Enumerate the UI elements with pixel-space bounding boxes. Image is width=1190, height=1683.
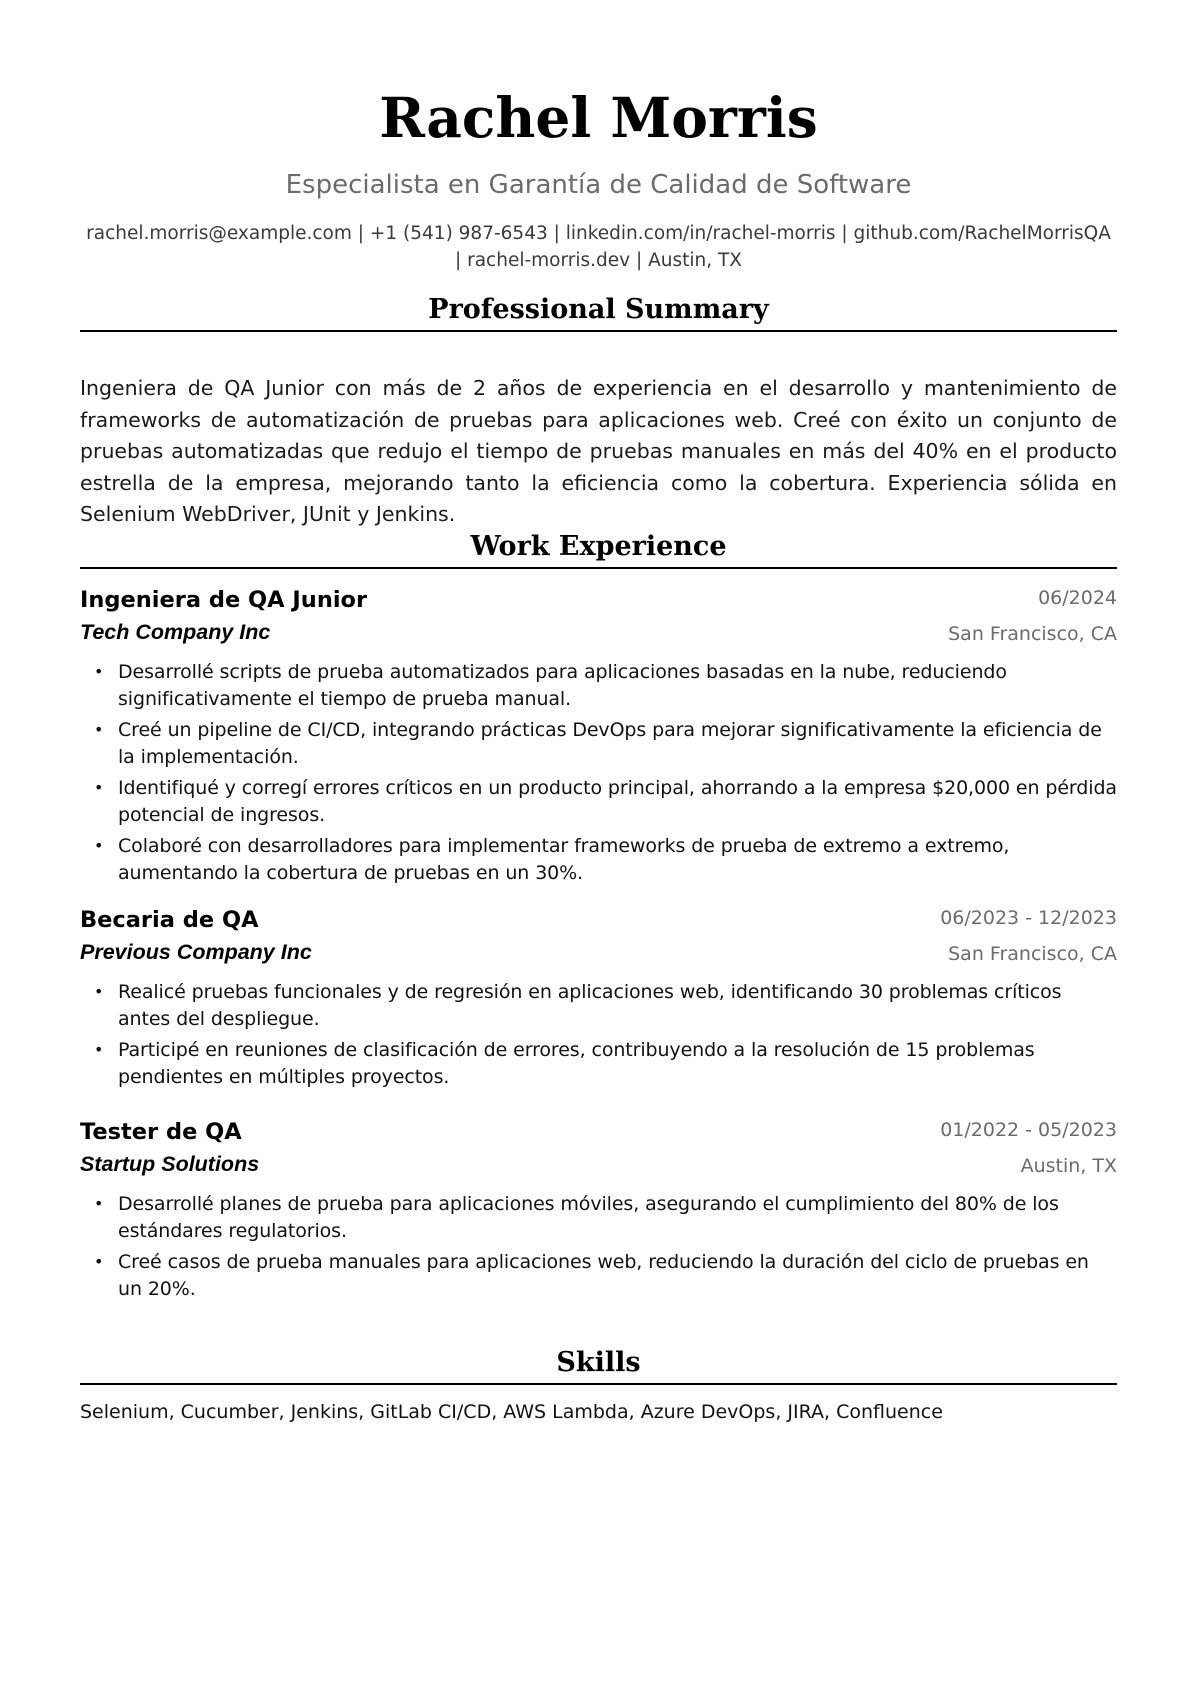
contact-line-2: | rachel-morris.dev | Austin, TX xyxy=(455,250,742,271)
job-company: Startup Solutions xyxy=(80,1152,260,1176)
contact-info xyxy=(80,220,1117,274)
section-title-skills: Skills xyxy=(556,1347,641,1378)
job-bullets xyxy=(80,979,1117,1090)
job-location: San Francisco, CA xyxy=(948,623,1117,645)
job-company: Tech Company Inc xyxy=(80,620,271,644)
job-title: Tester de QA xyxy=(80,1119,242,1145)
job-bullets xyxy=(80,659,1117,886)
summary-text: Ingeniera de QA Junior con más de 2 años de experiencia en el desarrollo y mantenimiento de frameworks de automatización de pruebas para aplicaciones web. Creé con éxito un conjunto de pruebas automatizadas que redujo el tiempo de pruebas manuales en más del 40% en el producto estrella de la empresa, mejorando tanto la eficiencia como la cobertura. Experiencia sólida en Selenium WebDriver, JUnit y Jenkins. xyxy=(80,376,1117,526)
bullet-item: • Realicé pruebas funcionales y de regresión en aplicaciones web, identificando 30 problemas críticos antes del despliegue. xyxy=(80,979,1117,1032)
contact-line-1: rachel.morris@example.com | +1 (541) 987-6543 | linkedin.com/in/rachel-morris | github.com/RachelMorrisQA xyxy=(86,223,1111,244)
job-location: Austin, TX xyxy=(1020,1155,1117,1177)
job-entry xyxy=(80,903,1117,1095)
bullet-item: • Creé casos de prueba manuales para aplicaciones web, reduciendo la duración del ciclo de pruebas en un 20%. xyxy=(80,1249,1117,1302)
job-title: Ingeniera de QA Junior xyxy=(80,587,368,613)
skills-list: Selenium, Cucumber, Jenkins, GitLab CI/CD, AWS Lambda, Azure DevOps, JIRA, Confluence xyxy=(80,1401,943,1423)
bullet-item: • Creé un pipeline de CI/CD, integrando prácticas DevOps para mejorar significativamente la eficiencia de la implementación. xyxy=(80,717,1117,770)
bullet-item: • Desarrollé scripts de prueba automatizados para aplicaciones basadas en la nube, reduciendo significativamente el tiempo de prueba manual. xyxy=(80,659,1117,712)
section-divider xyxy=(80,1383,1117,1385)
section-divider xyxy=(80,330,1117,332)
job-date: 06/2024 xyxy=(1038,587,1117,609)
job-entry xyxy=(80,583,1117,891)
section-divider xyxy=(80,567,1117,569)
job-company: Previous Company Inc xyxy=(80,940,312,964)
bullet-item: • Desarrollé planes de prueba para aplicaciones móviles, asegurando el cumplimiento del 80% de los estándares regulatorios. xyxy=(80,1191,1117,1244)
section-title-experience: Work Experience xyxy=(470,531,727,562)
job-entry xyxy=(80,1115,1117,1307)
job-location: San Francisco, CA xyxy=(948,943,1117,965)
job-date: 06/2023 - 12/2023 xyxy=(940,907,1117,929)
job-title: Becaria de QA xyxy=(80,907,259,933)
bullet-item: • Colaboré con desarrolladores para implementar frameworks de prueba de extremo a extremo, aumentando la cobertura de pruebas en un 30%. xyxy=(80,833,1117,886)
job-bullets xyxy=(80,1191,1117,1302)
job-subtitle: Especialista en Garantía de Calidad de Software xyxy=(285,170,912,200)
bullet-item: • Identifiqué y corregí errores críticos en un producto principal, ahorrando a la empresa $20,000 en pérdida potencial de ingresos. xyxy=(80,775,1117,828)
section-title-summary: Professional Summary xyxy=(428,294,769,325)
job-date: 01/2022 - 05/2023 xyxy=(940,1119,1117,1141)
candidate-name: Rachel Morris xyxy=(379,85,818,150)
bullet-item: • Participé en reuniones de clasificación de errores, contribuyendo a la resolución de 15 problemas pendientes en múltiples proyectos. xyxy=(80,1037,1117,1090)
